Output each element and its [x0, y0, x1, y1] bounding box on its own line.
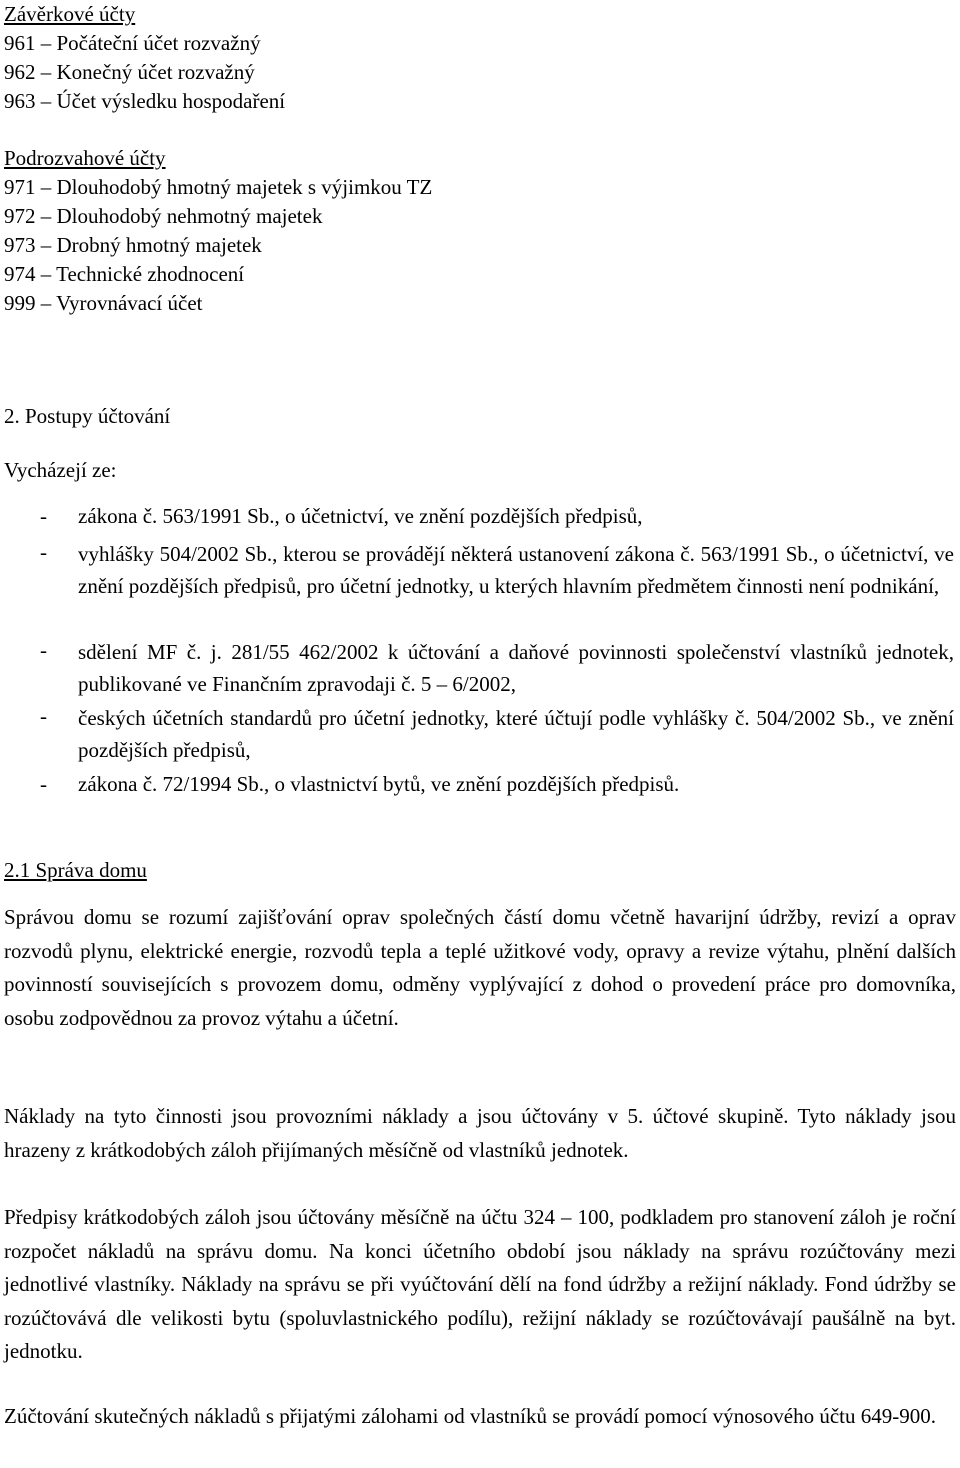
- account-item: 972 – Dlouhodobý nehmotný majetek: [4, 204, 323, 228]
- bullet-item: sdělení MF č. j. 281/55 462/2002 k účtování a daňové povinnosti společenství vlastníků jednotek, publikované ve Finančním zpravodaji č. 5 – 6/2002,: [78, 640, 954, 696]
- account-item: 999 – Vyrovnávací účet: [4, 291, 203, 315]
- section-2-intro: Vycházejí ze:: [4, 458, 117, 482]
- bullet-marker: -: [40, 504, 47, 528]
- section-2-heading: 2. Postupy účtování: [4, 404, 171, 428]
- paragraph: Náklady na tyto činnosti jsou provozními náklady a jsou účtovány v 5. účtové skupině. Tyto náklady jsou hrazeny z krátkodobých záloh přijímaných měsíčně od vlastníků jednotek.: [4, 1104, 956, 1162]
- off-balance-heading: Podrozvahové účty: [4, 146, 166, 170]
- account-item: 963 – Účet výsledku hospodaření: [4, 89, 286, 113]
- closing-accounts-heading: Závěrkové účty: [4, 2, 136, 26]
- account-item: 971 – Dlouhodobý hmotný majetek s výjimkou TZ: [4, 175, 433, 199]
- account-item: 962 – Konečný účet rozvažný: [4, 60, 255, 84]
- bullet-marker: -: [40, 772, 47, 796]
- bullet-item: českých účetních standardů pro účetní jednotky, které účtují podle vyhlášky č. 504/2002 Sb., ve znění pozdějších předpisů,: [78, 706, 954, 762]
- account-item: 961 – Počáteční účet rozvažný: [4, 31, 261, 55]
- paragraph: Zúčtování skutečných nákladů s přijatými zálohami od vlastníků se provádí pomocí výnosového účtu 649-900.: [4, 1404, 936, 1428]
- section-2-1-heading: 2.1 Správa domu: [4, 858, 147, 882]
- account-item: 973 – Drobný hmotný majetek: [4, 233, 262, 257]
- bullet-marker: -: [40, 540, 47, 564]
- bullet-item: zákona č. 563/1991 Sb., o účetnictví, ve znění pozdějších předpisů,: [78, 504, 643, 528]
- bullet-marker: -: [40, 704, 47, 728]
- bullet-marker: -: [40, 638, 47, 662]
- paragraph: Předpisy krátkodobých záloh jsou účtovány měsíčně na účtu 324 – 100, podkladem pro stanovení záloh je roční rozpočet nákladů na správu domu. Na konci účetního období jsou náklady na správu rozúčtovány mezi jednotlivé vlastníky. Náklady na správu se při vyúčtování dělí na fond údržby a režijní náklady. Fond údržby se rozúčtovává dle velikosti bytu (spoluvlastnického podílu), režijní náklady se rozúčtovávají paušálně na byt. jednotku.: [4, 1205, 956, 1363]
- bullet-item: vyhlášky 504/2002 Sb., kterou se provádějí některá ustanovení zákona č. 563/1991 Sb., o účetnictví, ve znění pozdějších předpisů, pro účetní jednotky, u kterých hlavním předmětem činnosti není podnikání,: [78, 542, 954, 598]
- account-item: 974 – Technické zhodnocení: [4, 262, 245, 286]
- bullet-item: zákona č. 72/1994 Sb., o vlastnictví bytů, ve znění pozdějších předpisů.: [78, 772, 680, 796]
- paragraph: Správou domu se rozumí zajišťování oprav společných částí domu včetně havarijní údržby, revizí a oprav rozvodů plynu, elektrické energie, rozvodů tepla a teplé užitkové vody, opravy a revize výtahu, plnění dalších povinností souvisejících s provozem domu, odměny vyplývající z dohod o provedení práce pro domovníka, osobu zodpovědnou za provoz výtahu a účetní.: [4, 905, 956, 1030]
